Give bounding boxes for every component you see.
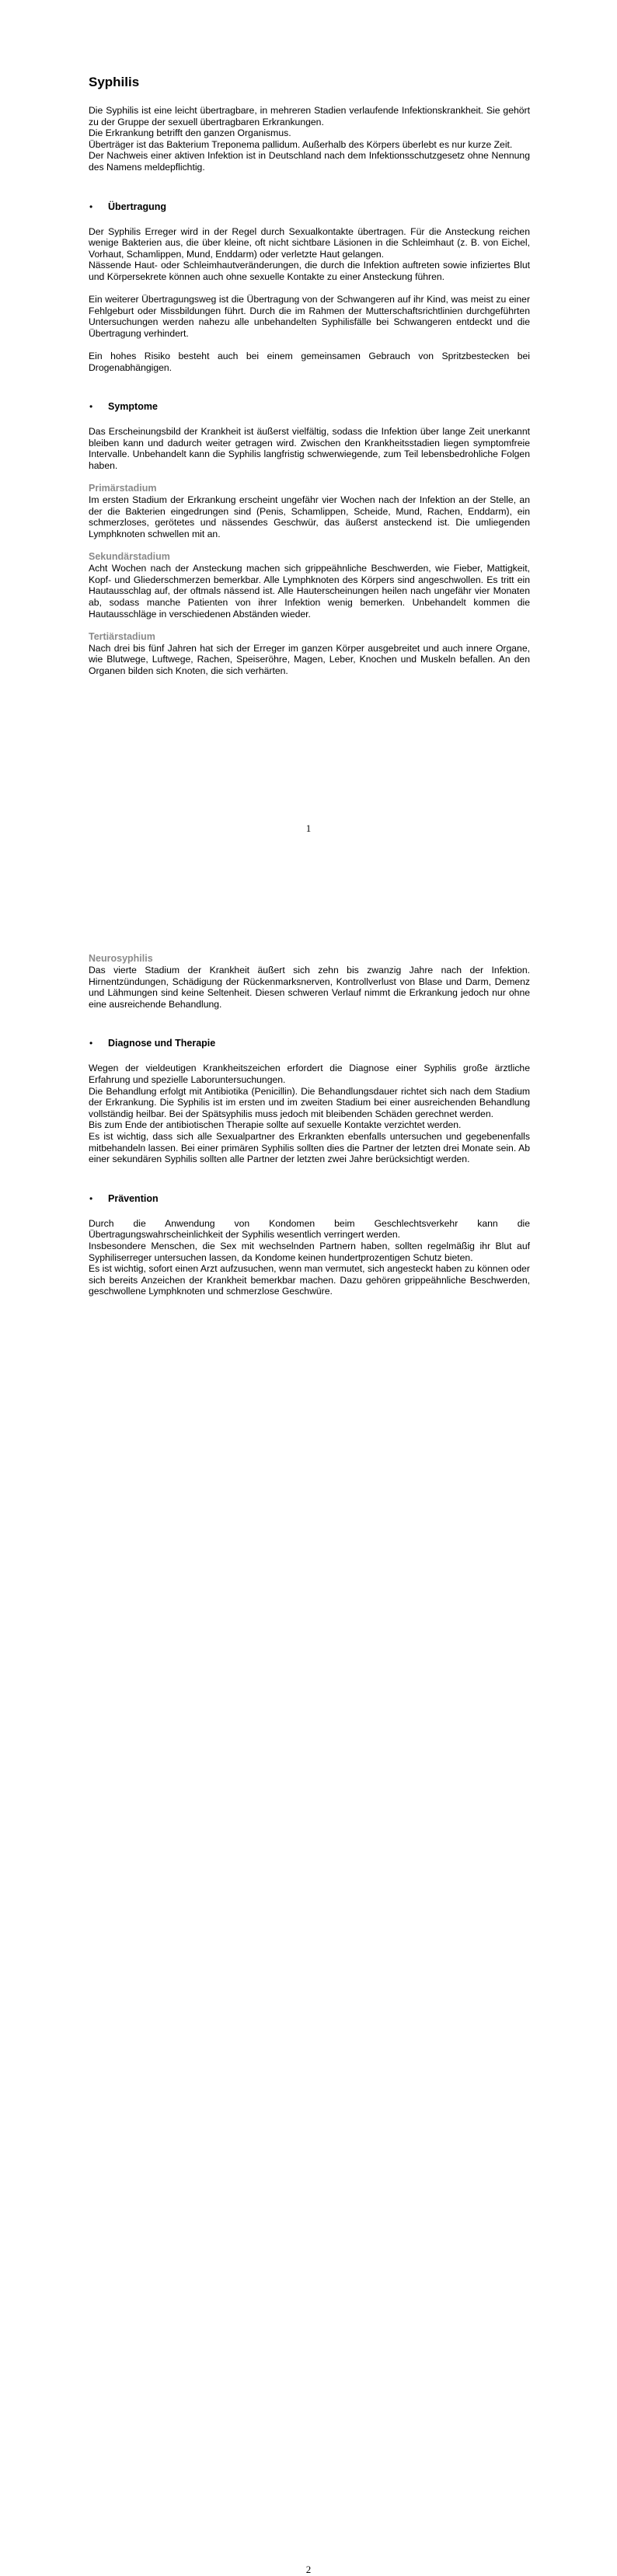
intro-paragraph: Die Erkrankung betrifft den ganzen Organismus. <box>89 127 291 139</box>
intro-paragraph: Überträger ist das Bakterium Treponema pallidum. Außerhalb des Körpers überlebt es nur kurze Zeit. <box>89 138 513 150</box>
page-2 <box>0 863 617 2575</box>
section-heading-label: Prävention <box>108 1192 159 1204</box>
bullet-icon: • <box>89 1192 93 1204</box>
diagnosis-paragraph: Es ist wichtig, dass sich alle Sexualpartner des Erkrankten ebenfalls untersuchen und gegebenenfalls mitbehandeln lassen. Bei einer primären Syphilis sollten dies die Partner der letzten drei Monate sein. Ab einer sekundären Syphilis sollten alle Partner der letzten zwei Jahre berücksichtigt werden. <box>89 1130 530 1165</box>
document-title: Syphilis <box>89 75 140 89</box>
bullet-icon: • <box>89 201 93 212</box>
diagnosis-paragraph: Die Behandlung erfolgt mit Antibiotika (Penicillin). Die Behandlungsdauer richtet sich nach dem Stadium der Erkrankung. Die Syphilis ist im ersten und im zweiten Stadium bei einer ausreichenden Behandlung vollständig heilbar. Bei der Spätsyphilis muss jedoch mit bleibenden Schäden gerechnet werden. <box>89 1085 530 1119</box>
page-1 <box>0 0 617 863</box>
section-heading-label: Diagnose und Therapie <box>108 1038 216 1049</box>
intro-paragraph: Die Syphilis ist eine leicht übertragbare, in mehreren Stadien verlaufende Infektionskrankheit. Sie gehört zu der Gruppe der sexuell übertragbaren Erkrankungen. <box>89 105 530 127</box>
page-number: 1 <box>305 822 312 834</box>
prevention-paragraph: Insbesondere Menschen, die Sex mit wechselnden Partnern haben, sollten regelmäßig ihr Blut auf Syphiliserreger untersuchen lassen, da Kondome keinen hundertprozentigen Schutz bieten. <box>89 1240 530 1263</box>
section-heading-label: Übertragung <box>108 201 166 212</box>
symptoms-paragraph: Das Erscheinungsbild der Krankheit ist äußerst vielfältig, sodass die Infektion über lange Zeit unerkannt bleiben kann und dadurch weiter getragen wird. Zwischen den Krankheitsstadien liegen symptomfreie Intervalle. Unbehandelt kann die Syphilis langfristig schwerwiegende, zum Teil lebensbedrohliche Folgen haben. <box>89 426 530 472</box>
secondary-stage-text: Acht Wochen nach der Ansteckung machen sich grippeähnliche Beschwerden, wie Fieber, Mattigkeit, Kopf- und Gliederschmerzen bemerkbar. Alle Lymphknoten des Körpers sind angeschwollen. Es tritt ein Hautausschlag auf, der oftmals nässend ist. Alle Hauterscheinungen heilen nach ungefähr vier Monaten ab, sodass manche Patienten von ihrer Infektion wenig bemerken. Unbehandelt kommen die Hautausschläge in verschiedenen Abständen wieder. <box>89 563 530 620</box>
transmission-paragraph: Ein hohes Risiko besteht auch bei einem gemeinsamen Gebrauch von Spritzbestecken bei Drogenabhängigen. <box>89 351 530 373</box>
section-heading-diagnosis <box>89 1038 530 1049</box>
transmission-paragraph: Nässende Haut- oder Schleimhautveränderungen, die durch die Infektion auftreten sowie infiziertes Blut und Körpersekrete können auch ohne sexuelle Kontakte zu einer Ansteckung führen. <box>89 260 530 282</box>
transmission-paragraph: Ein weiterer Übertragungsweg ist die Übertragung von der Schwangeren auf ihr Kind, was meist zu einer Fehlgeburt oder Missbildungen führt. Durch die im Rahmen der Mutterschaftsrichtlinien durchgeführten Untersuchungen werden nahezu alle unbehandelten Syphilisfälle bei Schwangeren entdeckt und die Übertragung verhindert. <box>89 294 530 339</box>
bullet-icon: • <box>89 1038 93 1049</box>
page-2-content <box>89 953 530 1297</box>
subheading-neurosyphilis: Neurosyphilis <box>89 953 153 964</box>
subheading-tertiary-stage: Tertiärstadium <box>89 630 155 642</box>
section-heading-label: Symptome <box>108 401 158 413</box>
subheading-secondary-stage: Sekundärstadium <box>89 551 170 563</box>
section-heading-prevention <box>89 1193 530 1205</box>
tertiary-stage-text: Nach drei bis fünf Jahren hat sich der Erreger im ganzen Körper ausgebreitet und auch innere Organe, wie Blutwege, Luftwege, Rachen, Speiseröhre, Magen, Leber, Knochen und Muskeln befallen. An den Organen bilden sich Knoten, die sich verhärten. <box>89 642 530 676</box>
intro-paragraph: Der Nachweis einer aktiven Infektion ist in Deutschland nach dem Infektionsschutzgesetz ohne Nennung des Namens meldepflichtig. <box>89 150 530 173</box>
subheading-primary-stage: Primärstadium <box>89 483 157 494</box>
bullet-icon: • <box>89 401 93 413</box>
section-heading-symptoms <box>89 401 530 413</box>
diagnosis-paragraph: Wegen der vieldeutigen Krankheitszeichen erfordert die Diagnose einer Syphilis große ärztliche Erfahrung und spezielle Laboruntersuchungen. <box>89 1063 530 1085</box>
section-heading-transmission <box>89 201 530 213</box>
diagnosis-paragraph: Bis zum Ende der antibiotischen Therapie sollte auf sexuelle Kontakte verzichtet werden. <box>89 1119 462 1131</box>
primary-stage-text: Im ersten Stadium der Erkrankung erscheint ungefähr vier Wochen nach der Infektion an der Stelle, an der die Bakterien eingedrungen sind (Penis, Schamlippen, Scheide, Mund, Rachen, Enddarm), ein schmerzloses, gerötetes und nässendes Geschwür, das äußerst ansteckend ist. Die umliegenden Lymphknoten schwellen mit an. <box>89 494 530 540</box>
prevention-paragraph: Durch die Anwendung von Kondomen beim Geschlechtsverkehr kann die Übertragungswahrscheinlichkeit der Syphilis wesentlich verringert werden. <box>89 1217 530 1241</box>
page-1-content <box>89 75 530 677</box>
prevention-paragraph: Es ist wichtig, sofort einen Arzt aufzusuchen, wenn man vermutet, sich angesteckt haben zu können oder sich bereits Anzeichen der Krankheit bemerkbar machen. Dazu gehören grippeähnliche Beschwerden, geschwollene Lymphknoten und schmerzlose Geschwüre. <box>89 1263 530 1297</box>
transmission-paragraph: Der Syphilis Erreger wird in der Regel durch Sexualkontakte übertragen. Für die Ansteckung reichen wenige Bakterien aus, die über kleine, oft nicht sichtbare Läsionen in die Schleimhaut (z. B. von Eichel, Vorhaut, Schamlippen, Mund, Enddarm) oder verletzte Haut gelangen. <box>89 225 530 260</box>
neurosyphilis-text: Das vierte Stadium der Krankheit äußert sich zehn bis zwanzig Jahre nach der Infektion. Hirnentzündungen, Schädigung der Rückenmarksnerven, Kontrollverlust von Blase und Darm, Demenz und Lähmungen sind keine Seltenheit. Diesen schweren Verlauf nimmt die Erkrankung jedoch nur ohne eine ausreichende Behandlung. <box>89 965 530 1010</box>
page-number: 2 <box>305 2564 312 2575</box>
